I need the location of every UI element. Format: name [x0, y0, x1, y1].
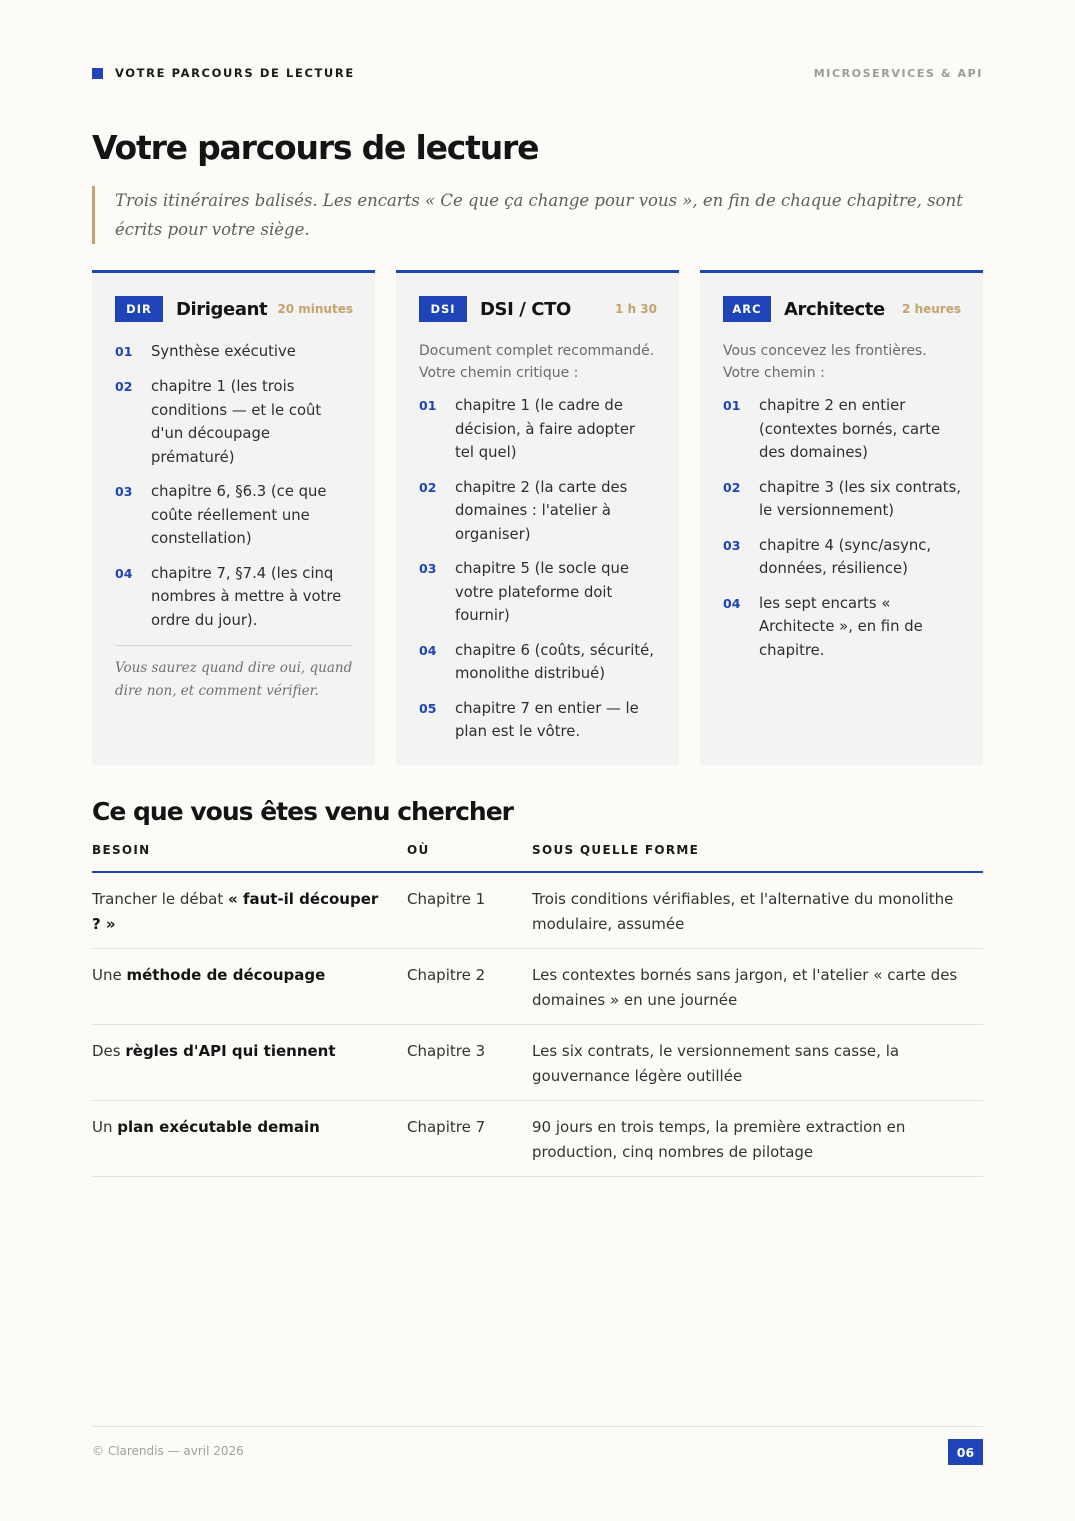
card-name: DSI / CTO [480, 298, 571, 320]
table-header [92, 840, 983, 873]
step-text: chapitre 6 (coûts, sécurité, monolithe distribué) [455, 641, 654, 682]
step-text: chapitre 3 (les six contrats, le versionnement) [759, 478, 961, 519]
card-header [115, 296, 353, 322]
step-item [723, 476, 961, 523]
path-card-dsi-cto [396, 270, 679, 765]
step-item [419, 639, 657, 686]
column-header-need: BESOIN [92, 843, 151, 857]
card-duration: 20 minutes [277, 302, 353, 316]
step-item [419, 476, 657, 547]
step-item [723, 394, 961, 465]
step-text: les sept encarts « Architecte », en fin de chapitre. [759, 594, 923, 659]
where-cell: Chapitre 7 [407, 1118, 486, 1136]
step-item [723, 534, 961, 581]
step-item [419, 394, 657, 465]
card-duration: 1 h 30 [615, 302, 657, 316]
card-intro: Vous concevez les frontières. Votre chemin : [723, 343, 927, 381]
card-header [419, 296, 657, 322]
needs-table [92, 840, 983, 1177]
step-text: chapitre 1 (les trois conditions — et le coût d'un découpage prématuré) [151, 378, 322, 466]
intro-quote: Trois itinéraires balisés. Les encarts « Ce que ça change pour vous », en fin de chaque chapitre, sont écrits pour votre siège. [92, 186, 982, 244]
card-tag: ARC [723, 296, 771, 322]
footer-copyright: © Clarendis — avril 2026 [92, 1444, 244, 1458]
form-cell: 90 jours en trois temps, la première extraction en production, cinq nombres de pilotage [532, 1118, 906, 1161]
need-prefix: Des [92, 1042, 126, 1060]
reading-paths [92, 270, 983, 765]
need-prefix: Trancher le débat [92, 890, 229, 908]
need-emphasis: « faut-il découper ? » [92, 890, 379, 933]
step-item [723, 592, 961, 663]
table-row [92, 949, 983, 1025]
step-item [115, 480, 353, 551]
card-duration: 2 heures [902, 302, 961, 316]
card-intro: Document complet recommandé. Votre chemin critique : [419, 343, 655, 381]
where-cell: Chapitre 2 [407, 966, 486, 984]
page-number: 06 [948, 1439, 983, 1465]
step-text: chapitre 1 (le cadre de décision, à faire adopter tel quel) [455, 397, 636, 461]
card-divider [115, 645, 353, 646]
need-prefix: Une [92, 966, 127, 984]
card-header [723, 296, 961, 322]
card-note: Vous saurez quand dire oui, quand dire non, et comment vérifier. [115, 660, 353, 699]
section-marker-icon [92, 68, 103, 79]
need-emphasis: méthode de découpage [126, 966, 326, 984]
need-cell [92, 887, 407, 948]
form-cell: Les six contrats, le versionnement sans casse, la gouvernance légère outillée [532, 1042, 900, 1085]
where-cell: Chapitre 3 [407, 1042, 486, 1060]
need-cell [92, 963, 407, 1024]
step-item [115, 562, 353, 633]
table-row [92, 873, 983, 949]
needs-section-title: Ce que vous êtes venu chercher [92, 797, 514, 826]
step-number: 05 [419, 700, 437, 716]
step-item [115, 340, 353, 364]
step-number: 01 [115, 344, 133, 359]
step-text: chapitre 7 en entier — le plan est le vôtre. [455, 699, 639, 740]
step-number: 03 [419, 561, 437, 576]
step-text: chapitre 2 en entier (contextes bornés, carte des domaines) [759, 397, 941, 461]
step-text: chapitre 5 (le socle que votre plateforme doit fournir) [455, 560, 629, 624]
header-topic: MICROSERVICES & API [813, 66, 983, 80]
table-row [92, 1025, 983, 1101]
card-tag: DSI [419, 296, 467, 322]
where-cell: Chapitre 1 [407, 890, 486, 908]
card-name: Architecte [784, 298, 885, 320]
step-text: chapitre 7, §7.4 (les cinq nombres à mettre à votre ordre du jour). [151, 564, 342, 629]
card-tag: DIR [115, 296, 163, 322]
page-header [92, 66, 983, 80]
step-item [115, 375, 353, 469]
need-cell [92, 1039, 407, 1100]
step-number: 02 [115, 379, 133, 394]
table-row [92, 1101, 983, 1177]
step-text: Synthèse exécutive [151, 343, 296, 360]
header-section-title: VOTRE PARCOURS DE LECTURE [115, 66, 355, 80]
step-number: 04 [723, 595, 741, 611]
step-number: 04 [419, 642, 437, 658]
form-cell: Les contextes bornés sans jargon, et l'atelier « carte des domaines » en une journée [532, 966, 958, 1009]
step-text: chapitre 6, §6.3 (ce que coûte réellement une constellation) [151, 483, 327, 547]
step-number: 02 [723, 479, 741, 495]
need-cell [92, 1115, 407, 1176]
step-item [419, 557, 657, 628]
path-card-dirigeant [92, 270, 375, 765]
step-text: chapitre 4 (sync/async, données, résilience) [759, 536, 932, 577]
page-footer [92, 1426, 983, 1466]
need-emphasis: plan exécutable demain [117, 1118, 320, 1136]
step-number: 03 [115, 484, 133, 499]
step-number: 03 [723, 537, 741, 553]
card-name: Dirigeant [176, 298, 268, 320]
form-cell: Trois conditions vérifiables, et l'alternative du monolithe modulaire, assumée [532, 890, 954, 933]
need-emphasis: règles d'API qui tiennent [125, 1042, 336, 1060]
step-number: 01 [723, 398, 741, 413]
need-prefix: Un [92, 1118, 118, 1136]
page-title: Votre parcours de lecture [92, 128, 539, 167]
step-number: 01 [419, 398, 437, 413]
header-left [92, 66, 355, 80]
step-item [419, 697, 657, 744]
path-card-architecte [700, 270, 983, 765]
step-number: 04 [115, 565, 133, 581]
step-text: chapitre 2 (la carte des domaines : l'atelier à organiser) [455, 478, 628, 543]
step-number: 02 [419, 479, 437, 495]
column-header-where: OÙ [407, 843, 430, 857]
column-header-form: SOUS QUELLE FORME [532, 843, 700, 857]
